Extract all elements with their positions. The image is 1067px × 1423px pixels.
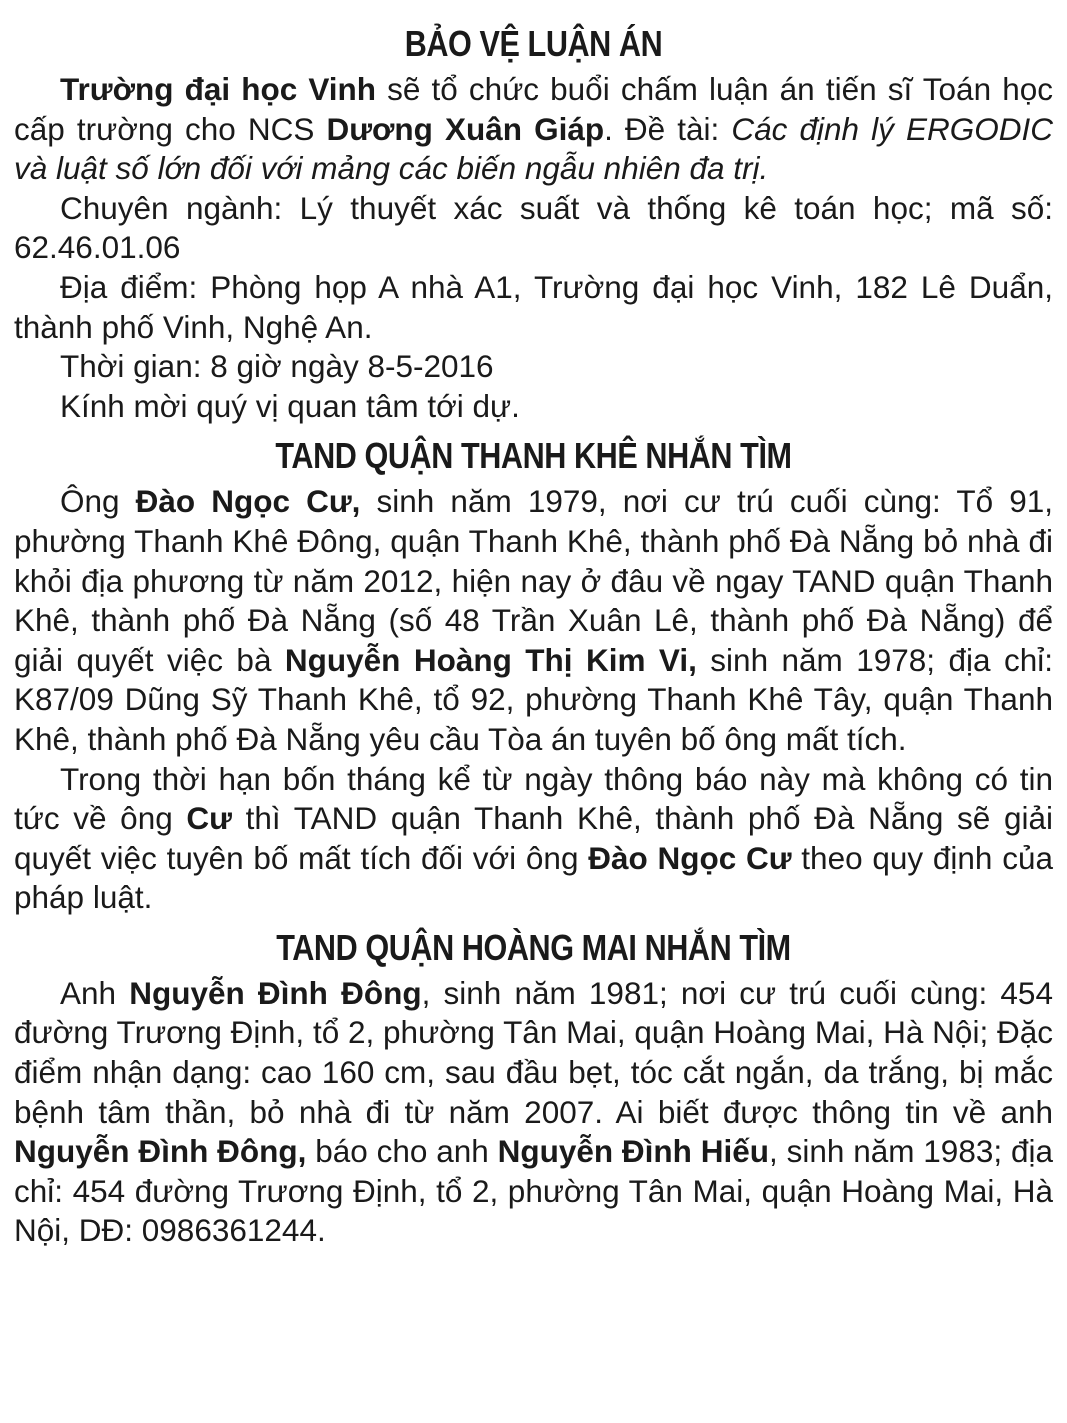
major-paragraph: Chuyên ngành: Lý thuyết xác suất và thống kê toán học; mã số: 62.46.01.06 — [14, 189, 1053, 266]
notice-title: TAND QUẬN HOÀNG MAI NHẮN TÌM — [276, 926, 791, 968]
text-run: theo quy định của pháp luật. — [14, 839, 1053, 916]
location-paragraph: Địa điểm: Phòng họp A nhà A1, Trường đại học Vinh, 182 Lê Duẩn, thành phố Vinh, Nghệ An. — [14, 268, 1053, 345]
candidate-name: Dương Xuân Giáp — [326, 110, 605, 147]
text-run: . Đề tài: — [604, 110, 732, 147]
notice-paragraph — [14, 760, 1053, 918]
notice-paragraph — [14, 70, 1053, 189]
text-run: , sinh năm 1983; địa chỉ: 454 đường Trương Định, tổ 2, phường Tân Mai, quận Hoàng Mai, Hà Nội, DĐ: 0986361244. — [14, 1133, 1053, 1249]
notice-paragraph — [14, 974, 1053, 1251]
thesis-topic: Các định lý ERGODIC và luật số lớn đối với mảng các biến ngẫu nhiên đa trị. — [14, 110, 1053, 187]
notice-thesis-defense — [14, 18, 1053, 426]
person-name: Nguyễn Đình Đông, — [14, 1133, 307, 1170]
time-paragraph: Thời gian: 8 giờ ngày 8-5-2016 — [60, 348, 494, 385]
text-run: Anh — [60, 974, 130, 1011]
text-run: báo cho anh — [306, 1133, 498, 1170]
invitation-paragraph: Kính mời quý vị quan tâm tới dự. — [60, 387, 520, 424]
text-run: Ông — [60, 483, 136, 520]
person-name: Nguyễn Đình Hiếu — [497, 1133, 769, 1170]
notice-thanh-khe — [14, 430, 1053, 918]
text-run: sinh năm 1978; địa chỉ: K87/09 Dũng Sỹ Thanh Khê, tổ 92, phường Thanh Khê Tây, quận Thanh Khê, thành phố Đà Nẵng yêu cầu Tòa án tuyên bố ông mất tích. — [14, 641, 1053, 757]
notice-paragraph — [14, 482, 1053, 759]
notice-hoang-mai — [14, 922, 1053, 1251]
notice-title: BẢO VỆ LUẬN ÁN — [404, 23, 663, 64]
person-name: Cư — [186, 800, 232, 837]
person-name: Đào Ngọc Cư — [588, 839, 792, 876]
text-run: sẽ tổ chức buổi chấm luận án tiến sĩ Toán học cấp trường cho NCS — [14, 71, 1053, 147]
text-run: thì TAND quận Thanh Khê, thành phố Đà Nẵng sẽ giải quyết việc tuyên bố mất tích đối với ông — [14, 800, 1053, 876]
person-name: Đào Ngọc Cư, — [135, 483, 361, 520]
person-name: Nguyễn Đình Đông — [129, 974, 422, 1011]
person-name: Nguyễn Hoàng Thị Kim Vi, — [284, 641, 697, 678]
text-run: , sinh năm 1981; nơi cư trú cuối cùng: 454 đường Trương Định, tổ 2, phường Tân Mai, quận Hoàng Mai, Hà Nội; Đặc điểm nhận dạng: cao 160 cm, sau đầu bẹt, tóc cắt ngắn, da trắng, bị mắc bệnh tâm thần, bỏ nhà đi từ năm 2007. Ai biết được thông tin về anh — [14, 974, 1053, 1130]
organization-name: Trường đại học Vinh — [60, 71, 377, 107]
notice-title: TAND QUẬN THANH KHÊ NHẮN TÌM — [275, 435, 792, 477]
text-run: sinh năm 1979, nơi cư trú cuối cùng: Tổ 91, phường Thanh Khê Đông, quận Thanh Khê, thành phố Đà Nẵng bỏ nhà đi khỏi địa phương từ năm 2012, hiện nay ở đâu về ngay TAND quận Thanh Khê, thành phố Đà Nẵng (số 48 Trần Xuân Lê, thành phố Đà Nẵng) để giải quyết việc bà — [14, 483, 1053, 678]
text-run: Trong thời hạn bốn tháng kể từ ngày thông báo này mà không có tin tức về ông — [14, 760, 1053, 837]
